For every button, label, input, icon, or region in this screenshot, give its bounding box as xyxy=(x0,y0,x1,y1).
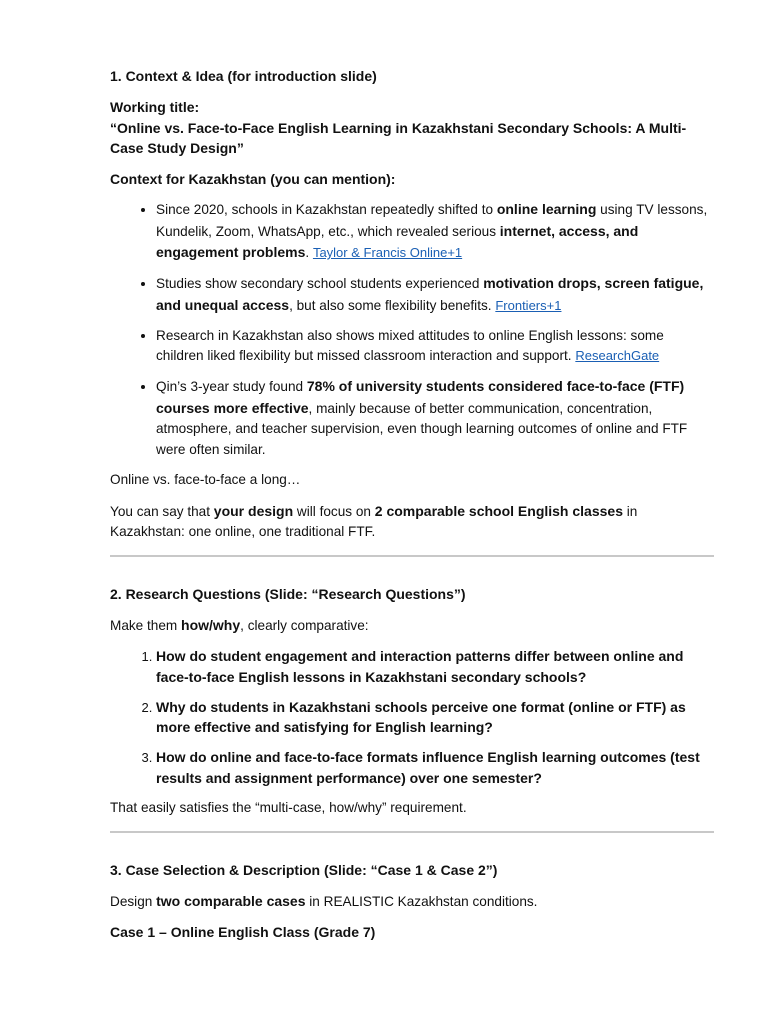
research-question-list xyxy=(110,646,714,788)
context-bullet-list xyxy=(110,199,714,460)
case-intro-text: in REALISTIC Kazakhstan conditions. xyxy=(305,893,538,909)
design-bold: your design xyxy=(213,502,294,519)
source-link-frontiers[interactable]: Frontiers+1 xyxy=(495,297,562,313)
context-bullet-2 xyxy=(156,273,714,316)
research-question-1: 1. How do student engagement and interaction patterns differ between online and face-to-face English lessons in Kazakhstani secondary schools? xyxy=(156,646,714,687)
section-divider xyxy=(110,831,714,833)
working-title: “Online vs. Face-to-Face English Learning in Kazakhstani Secondary Schools: A Multi-Case Study Design” xyxy=(110,119,687,156)
section-3-heading: 3. Case Selection & Description (Slide: “Case 1 & Case 2”) xyxy=(110,861,498,878)
case-intro-bold: two comparable cases xyxy=(156,892,306,909)
design-text: You can say that xyxy=(110,503,214,519)
bullet-text: Research in Kazakhstan also shows mixed attitudes to online English lessons: some children liked flexibility but missed classroom interaction and support. xyxy=(156,327,664,363)
context-bullet-3 xyxy=(156,326,714,367)
case-intro-text: Design xyxy=(110,893,157,909)
section-divider xyxy=(110,555,714,557)
bullet-text: , mainly because of better communication, concentration, atmosphere, and teacher supervision, even though learning outcomes of online and FTF were often similar. xyxy=(156,400,688,457)
rq-intro-bold: how/why xyxy=(181,616,241,633)
document-page xyxy=(110,66,714,953)
design-paragraph xyxy=(110,501,714,543)
source-link-taylor-francis[interactable]: Taylor & Francis Online+1 xyxy=(312,245,463,260)
section-1-heading: 1. Context & Idea (for introduction slide) xyxy=(110,68,377,84)
working-title-label: Working title: xyxy=(110,99,200,115)
case-1-heading: Case 1 – Online English Class (Grade 7) xyxy=(110,924,376,940)
design-bold: 2 comparable school English classes xyxy=(374,502,623,519)
context-bullet-4 xyxy=(156,376,714,460)
rq-intro-text: , clearly comparative: xyxy=(240,617,369,633)
bullet-text: . xyxy=(305,245,313,260)
bullet-bold: motivation drops, screen fatigue, and unequal access xyxy=(156,275,704,313)
rq-intro-text: Make them xyxy=(110,617,182,633)
design-text: in Kazakhstan: one online, one traditional FTF. xyxy=(110,503,638,539)
case-intro xyxy=(110,891,714,913)
bullet-bold: 78% of university students considered face-to-face (FTF) courses more effective xyxy=(156,378,685,416)
section-2-heading: 2. Research Questions (Slide: “Research Questions”) xyxy=(110,585,466,602)
source-link-researchgate[interactable]: ResearchGate xyxy=(575,348,660,363)
bullet-text: Since 2020, schools in Kazakhstan repeatedly shifted to xyxy=(156,202,497,217)
bullet-text: Qin’s 3-year study found xyxy=(156,379,307,394)
design-text: will focus on xyxy=(293,503,375,519)
context-label: Context for Kazakhstan (you can mention): xyxy=(110,170,396,187)
research-question-2: 2. Why do students in Kazakhstani schools perceive one format (online or FTF) as more effective and satisfying for English learning? xyxy=(156,697,714,738)
bullet-text: , but also some flexibility benefits. xyxy=(289,297,496,313)
rq-outro: That easily satisfies the “multi-case, how/why” requirement. xyxy=(110,800,467,815)
note-paragraph: Online vs. face-to-face a long… xyxy=(110,472,301,487)
rq-intro xyxy=(110,615,714,637)
working-title-block xyxy=(110,97,714,159)
bullet-text: using TV lessons, Kundelik, Zoom, WhatsApp, etc., which revealed serious xyxy=(156,202,708,239)
bullet-bold: internet, access, and engagement problems xyxy=(156,222,639,260)
bullet-bold: online learning xyxy=(496,201,597,217)
bullet-text: Studies show secondary school students experienced xyxy=(156,276,484,291)
research-question-3: 3. How do online and face-to-face formats influence English learning outcomes (test results and assignment performance) over one semester? xyxy=(156,747,714,788)
context-bullet-1 xyxy=(156,199,714,264)
